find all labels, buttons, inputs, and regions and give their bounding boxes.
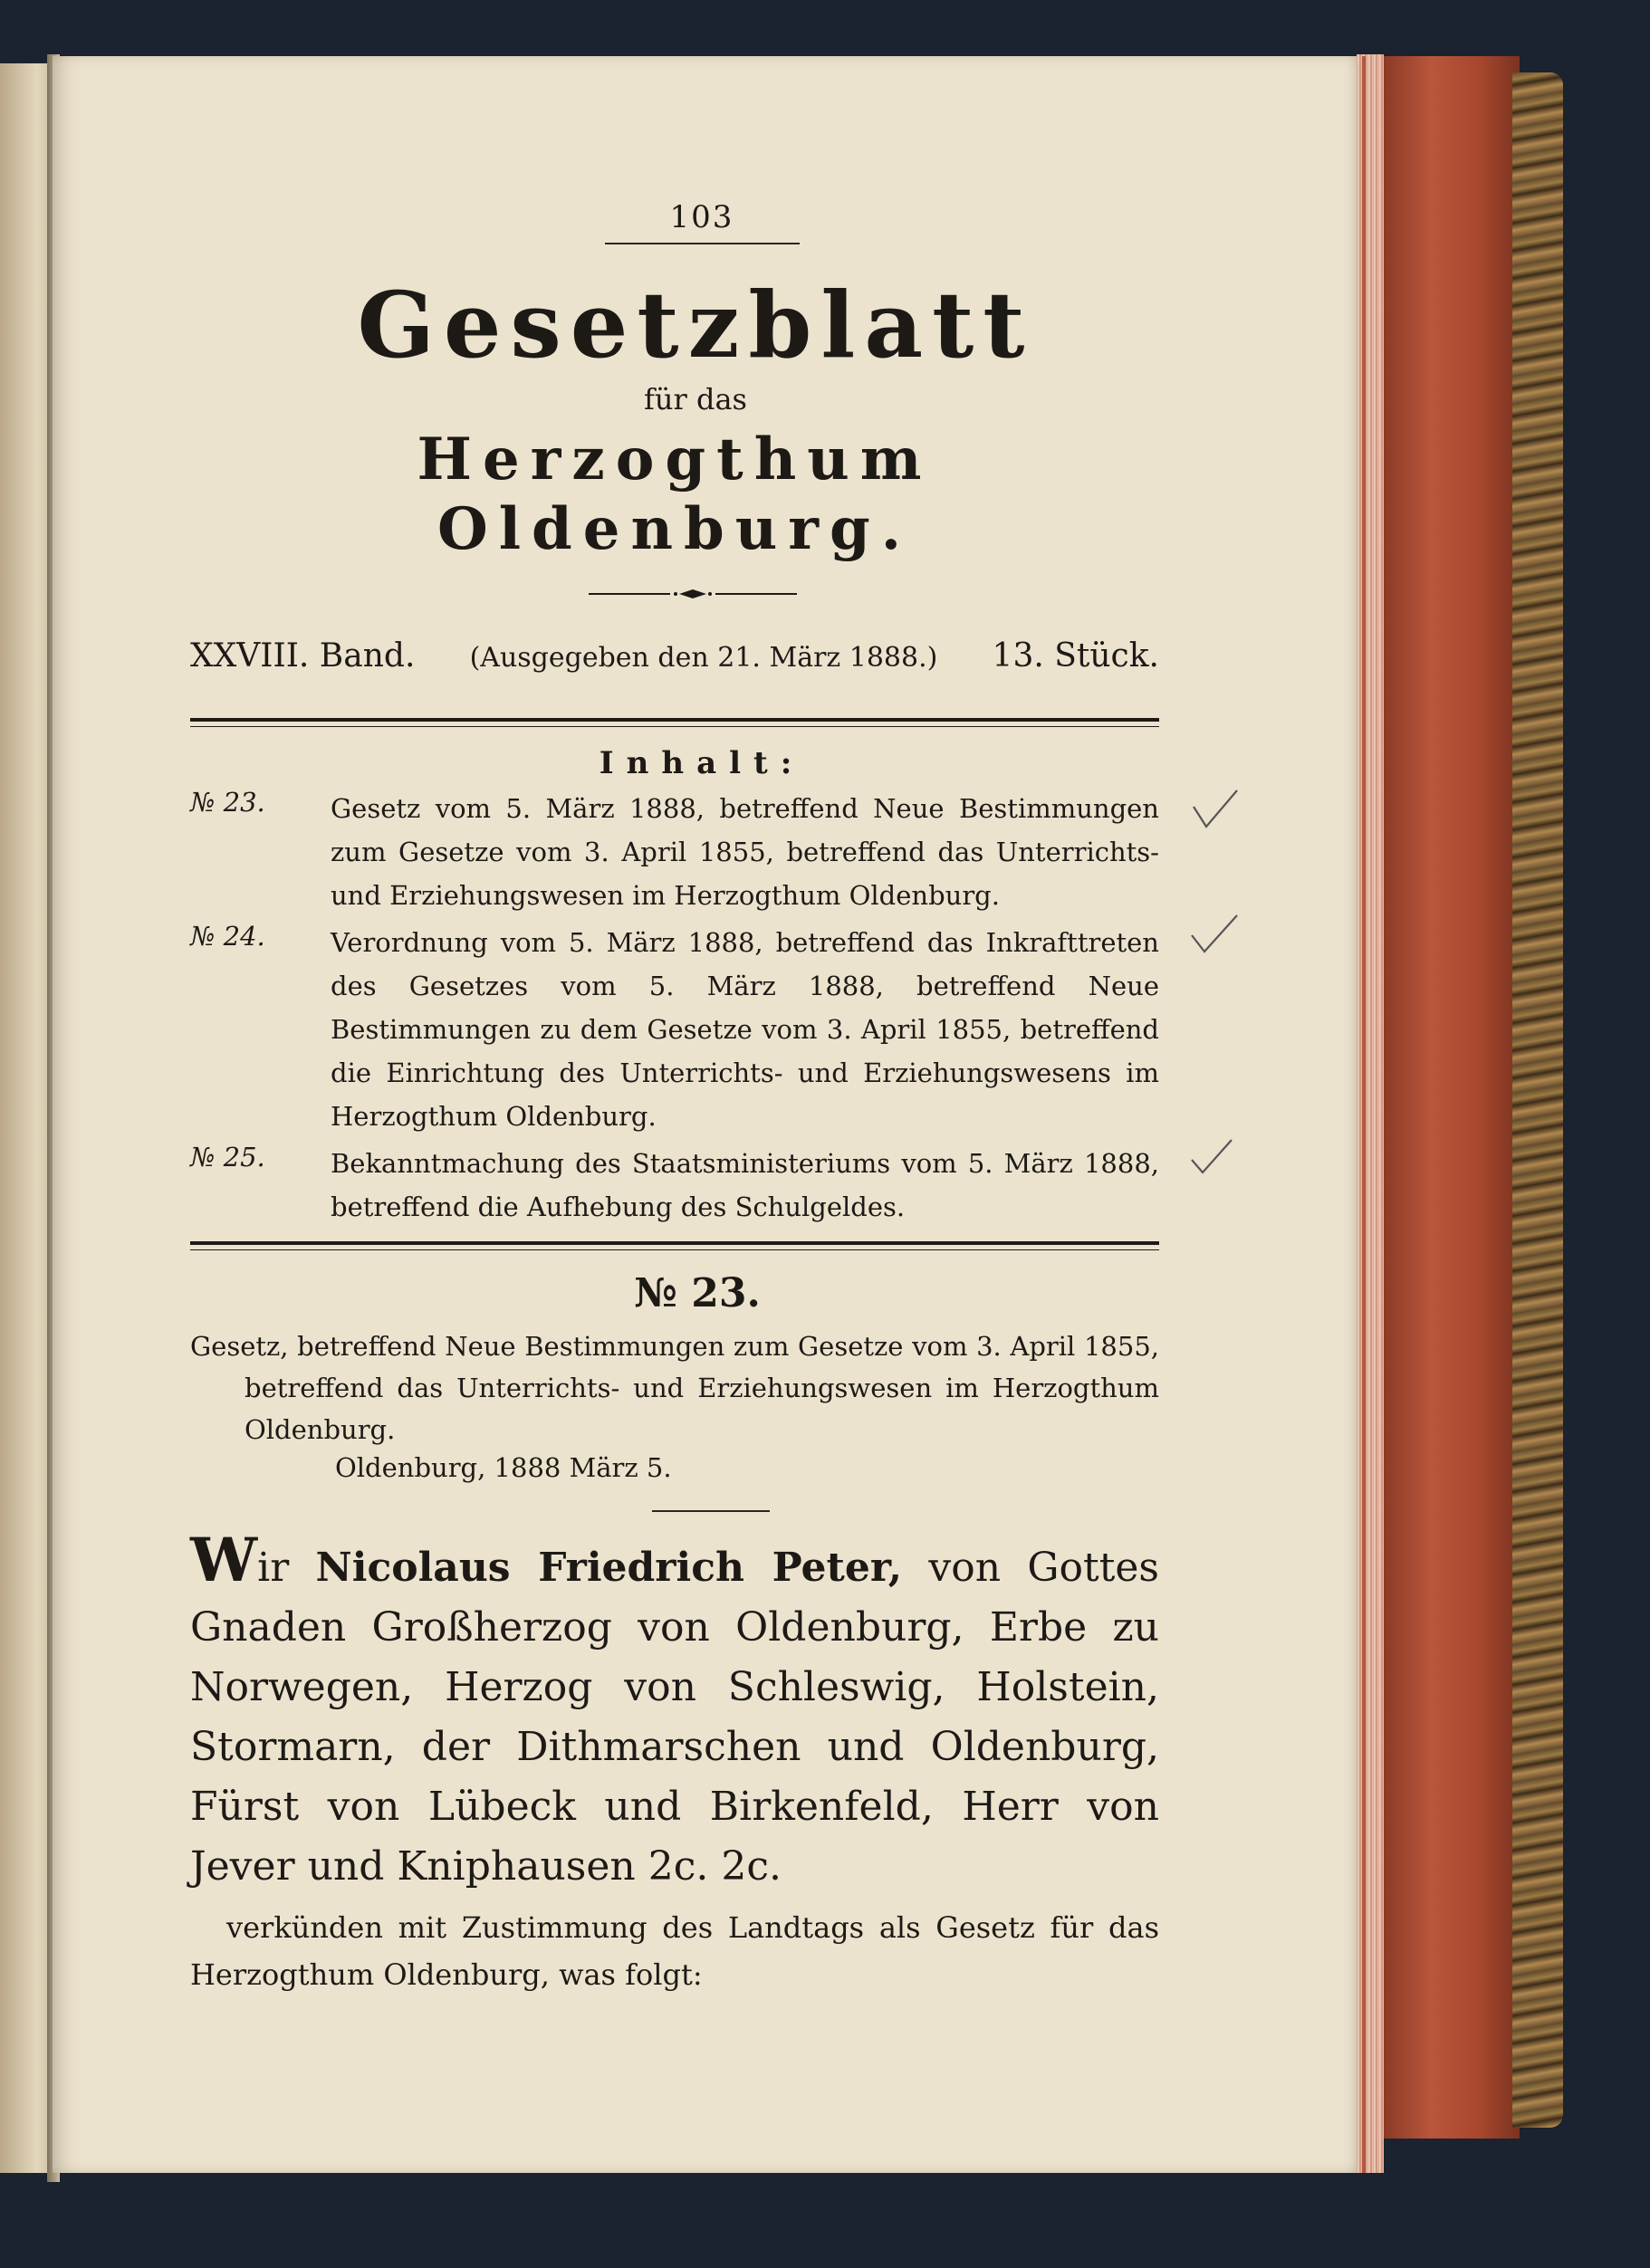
book-cover xyxy=(1384,56,1520,2139)
section-number: № 23. xyxy=(634,1269,761,1316)
header-rule xyxy=(605,243,800,244)
contents-heading: Inhalt: xyxy=(599,744,805,781)
contents-item-number: № 24. xyxy=(190,920,265,952)
list-item xyxy=(190,921,1159,1138)
contents-item-number: № 23. xyxy=(190,786,265,818)
contents-item-text: Gesetz vom 5. März 1888, betreffend Neue Bestimmungen zum Gesetze vom 3. April 1855, betreffend das Unterrichts- und Erziehungswesen im Herzogthum Oldenburg. xyxy=(331,792,1159,911)
volume-label: XXVIII. Band. xyxy=(190,636,416,675)
ornament-divider-icon xyxy=(589,587,797,601)
double-rule-bottom xyxy=(190,1241,1159,1250)
preamble-paragraph xyxy=(190,1524,1159,1897)
section-rule xyxy=(652,1510,770,1512)
contents-item-text: Verordnung vom 5. März 1888, betreffend das Inkrafttreten des Gesetzes vom 5. März 1888, betreffend Neue Bestimmungen zu dem Gesetze vom 3. April 1855, betreffend die Einrichtung des Unterrichts- und Erziehungswesens im Herzogthum Oldenburg. xyxy=(331,926,1159,1132)
issue-line xyxy=(190,637,1159,675)
preamble-text: von Gottes Gnaden Großherzog von Oldenburg, Erbe zu Norwegen, Herzog von Schleswig, Holstein, Stormarn, der Dithmarschen und Oldenburg, Fürst von Lübeck und Birkenfeld, Herr von Jever und Kniphausen 2c. 2c. xyxy=(190,1544,1159,1890)
left-page-edge xyxy=(0,63,53,2173)
issue-date: (Ausgegeben den 21. März 1888.) xyxy=(469,641,938,674)
checkmark-icon xyxy=(1186,787,1241,832)
enactment-clause xyxy=(190,1904,1159,1998)
preamble-start: ir xyxy=(257,1544,316,1591)
list-item xyxy=(190,787,1159,917)
masthead-duchy: Herzogthum Oldenburg. xyxy=(417,426,933,563)
page-content xyxy=(190,199,1159,1998)
law-place-date: Oldenburg, 1888 März 5. xyxy=(335,1451,672,1483)
checkmark-icon xyxy=(1186,910,1241,955)
contents-item-text: Bekanntmachung des Staatsministeriums vom 5. März 1888, betreffend die Aufhebung des Schulgeldes. xyxy=(331,1147,1159,1222)
double-rule-top xyxy=(190,718,1159,727)
masthead-title: Gesetzblatt xyxy=(357,272,1034,378)
list-item xyxy=(190,1142,1159,1229)
contents-item-number: № 25. xyxy=(190,1141,265,1172)
page-edge-line xyxy=(1362,56,1366,2173)
law-title: Gesetz, betreffend Neue Bestimmungen zum Gesetze vom 3. April 1855, betreffend das Unterrichts- und Erziehungswesen im Herzogthum Oldenburg. xyxy=(190,1330,1159,1445)
contents-list xyxy=(190,787,1159,1229)
piece-number: 13. Stück. xyxy=(992,636,1159,675)
masthead-connector: für das xyxy=(644,382,747,416)
preamble-initial: W xyxy=(190,1524,258,1595)
checkmark-icon xyxy=(1186,1133,1241,1178)
page-number: 103 xyxy=(669,199,734,235)
enactment-text: verkünden mit Zustimmung des Landtags als Gesetz für das Herzogthum Oldenburg, was folgt: xyxy=(190,1909,1159,1992)
page-block-edge xyxy=(1357,54,1384,2173)
sovereign-name: Nicolaus Friedrich Peter, xyxy=(315,1544,903,1591)
marbled-cover-edge xyxy=(1512,72,1563,2128)
